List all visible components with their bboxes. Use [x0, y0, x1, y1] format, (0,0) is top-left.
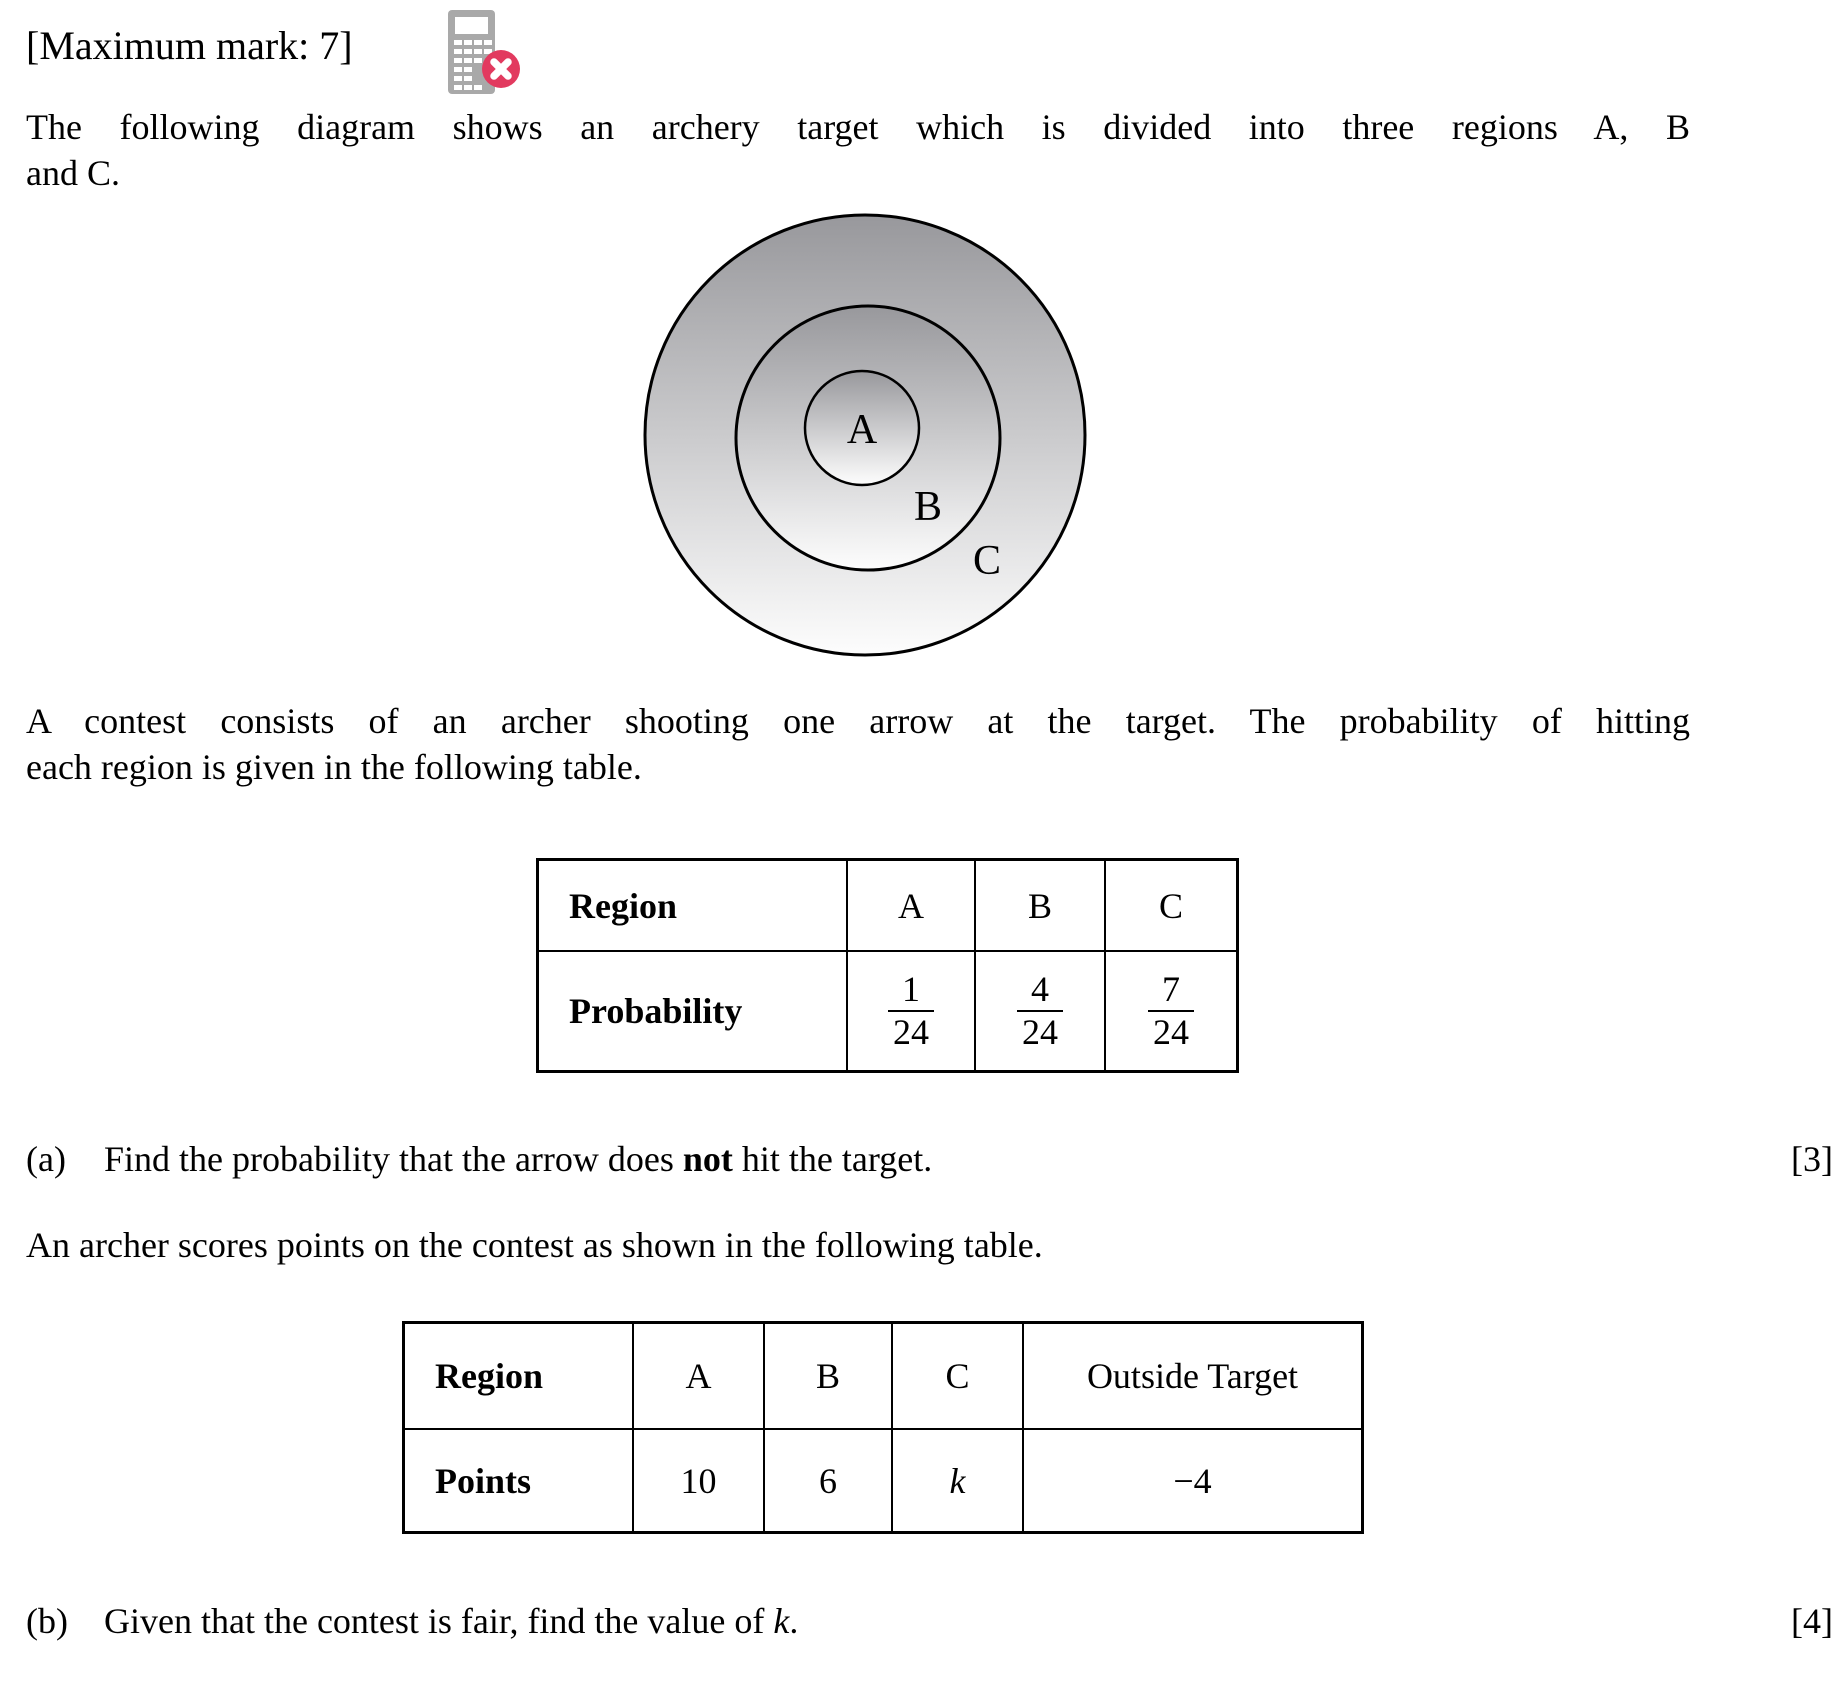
intro-paragraph [26, 104, 1690, 196]
scores-paragraph: An archer scores points on the contest as shown in the following table. [26, 1225, 1043, 1265]
calculator-screen [455, 17, 488, 34]
region-b-label: B [913, 484, 943, 530]
question-b-text: Given that the contest is fair, find the value of k. [104, 1601, 799, 1641]
probability-a-value [846, 950, 974, 1070]
question-b-row [26, 1598, 1833, 1644]
points-outside-value: −4 [1022, 1428, 1361, 1531]
fraction: $\frac{4}{24}$ [1017, 969, 1063, 1054]
variable-k: k [773, 1601, 790, 1641]
probability-b-value [974, 950, 1104, 1070]
probability-table-row-header: Probability [539, 950, 846, 1070]
contest-line: A contest consists of an archer shooting one arrow at the target. The probability of hitting [26, 701, 1690, 741]
contest-paragraph [26, 698, 1690, 790]
question-a-text: Find the probability that the arrow does not hit the target. [104, 1139, 933, 1179]
archery-target-diagram [630, 203, 1110, 671]
question-a-row [26, 1136, 1833, 1182]
points-a-value: 10 [632, 1428, 763, 1531]
points-c-value: k [891, 1428, 1022, 1531]
fraction: $\frac{7}{24}$ [1148, 969, 1194, 1054]
bold-not: not [682, 1139, 733, 1179]
probability-table-region-header: Region [569, 885, 677, 926]
points-table-col-a: A [632, 1324, 763, 1428]
question-a-marks: [3] [1791, 1139, 1833, 1179]
probability-table-col-a: A [846, 861, 974, 950]
points-table-col-c: C [891, 1324, 1022, 1428]
question-b-label: (b) [26, 1601, 68, 1641]
region-c-label: C [972, 538, 1002, 584]
fraction: $\frac{1}{24}$ [888, 969, 934, 1054]
points-b-value: 6 [763, 1428, 891, 1531]
no-calculator-icon [446, 6, 524, 100]
points-table-col-b: B [763, 1324, 891, 1428]
points-table-region-header: Region [435, 1356, 543, 1396]
intro-line: and C. [26, 153, 120, 193]
probability-c-value [1104, 950, 1236, 1070]
probability-table-col-c: C [1104, 861, 1236, 950]
question-a-label: (a) [26, 1139, 66, 1179]
question-b-marks: [4] [1791, 1601, 1833, 1641]
region-a-label: A [846, 407, 878, 453]
intro-line: The following diagram shows an archery target which is divided into three regions A, B [26, 107, 1690, 147]
probability-table-col-b: B [974, 861, 1104, 950]
max-mark-label: [Maximum mark: 7] [26, 23, 353, 68]
contest-line: each region is given in the following table. [26, 747, 642, 787]
points-table-row-header: Points [405, 1428, 632, 1531]
probability-table [536, 858, 1239, 1073]
points-table [402, 1321, 1364, 1534]
points-table-col-outside: Outside Target [1022, 1324, 1361, 1428]
x-icon [494, 62, 508, 76]
